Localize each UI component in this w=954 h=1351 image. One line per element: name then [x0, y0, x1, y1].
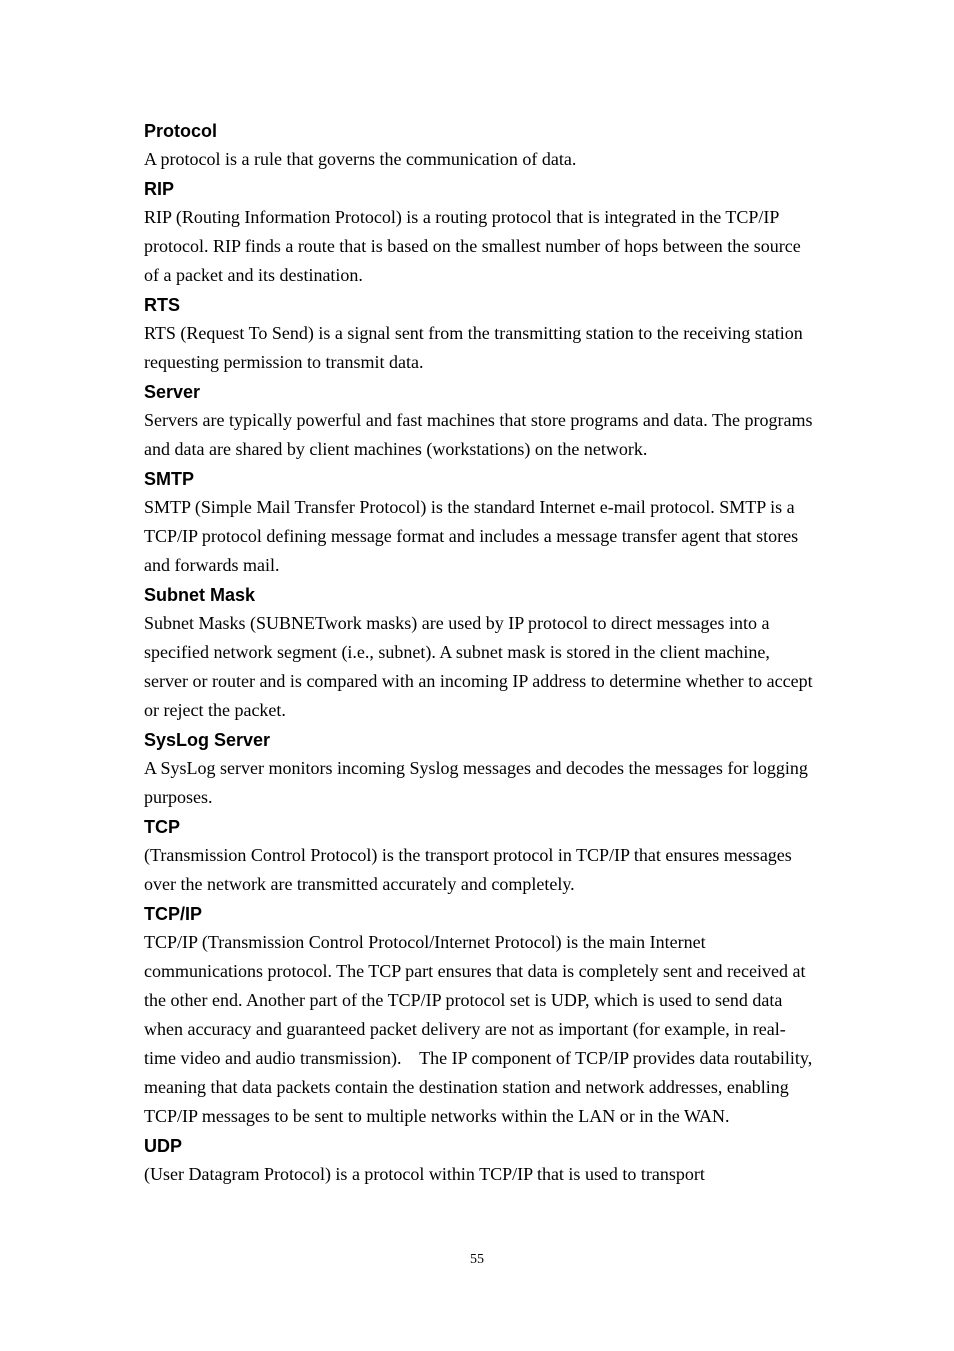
glossary-definition: RIP (Routing Information Protocol) is a routing protocol that is integrated in the TCP/IP protocol. RIP finds a route that is based on the smallest number of hops between the source of a packet and its destination.	[144, 207, 806, 285]
glossary-term: Subnet Mask	[144, 585, 256, 605]
glossary-definition: A SysLog server monitors incoming Syslog messages and decodes the messages for logging purposes.	[144, 758, 813, 807]
glossary-definition: A protocol is a rule that governs the communication of data.	[144, 149, 577, 169]
glossary-entry-protocol	[144, 117, 816, 174]
glossary-definition: RTS (Request To Send) is a signal sent from the transmitting station to the receiving station requesting permission to transmit data.	[144, 323, 808, 372]
glossary-definition: Servers are typically powerful and fast machines that store programs and data. The programs and data are shared by client machines (workstations) on the network.	[144, 410, 817, 459]
glossary-term: UDP	[144, 1136, 183, 1156]
glossary-term: RTS	[144, 295, 180, 315]
glossary-term: RIP	[144, 179, 175, 199]
glossary-entry-tcp	[144, 813, 816, 899]
glossary-definition: TCP/IP (Transmission Control Protocol/Internet Protocol) is the main Internet communications protocol. The TCP part ensures that data is completely sent and received at the other end. Another part of the TCP/IP protocol set is UDP, which is used to send data when accuracy and guaranteed packet delivery are not as important (for example, in real-time video and audio transmission). The IP component of TCP/IP provides data routability, meaning that data packets contain the destination station and network addresses, enabling TCP/IP messages to be sent to multiple networks within the LAN or in the WAN.	[144, 932, 817, 1126]
glossary-definition: (Transmission Control Protocol) is the transport protocol in TCP/IP that ensures messages over the network are transmitted accurately and completely.	[144, 845, 797, 894]
glossary-term: TCP/IP	[144, 904, 203, 924]
glossary-entry-udp	[144, 1132, 816, 1189]
glossary-entry-smtp	[144, 465, 816, 580]
page-number: 55	[470, 1252, 484, 1267]
glossary-term: SMTP	[144, 469, 195, 489]
glossary-entry-subnet-mask	[144, 581, 816, 725]
glossary-entry-syslog-server	[144, 726, 816, 812]
glossary-definition: Subnet Masks (SUBNETwork masks) are used by IP protocol to direct messages into a specified network segment (i.e., subnet). A subnet mask is stored in the client machine, server or router and is compared with an incoming IP address to determine whether to accept or reject the packet.	[144, 613, 818, 720]
glossary-term: SysLog Server	[144, 730, 271, 750]
glossary-entry-tcp-ip	[144, 900, 816, 1131]
glossary-entry-rts	[144, 291, 816, 377]
glossary-entry-server	[144, 378, 816, 464]
glossary-entry-rip	[144, 175, 816, 290]
glossary-definition: (User Datagram Protocol) is a protocol within TCP/IP that is used to transport	[144, 1164, 705, 1184]
glossary-term: TCP	[144, 817, 180, 837]
glossary-term: Protocol	[144, 121, 218, 141]
glossary-definition: SMTP (Simple Mail Transfer Protocol) is the standard Internet e-mail protocol. SMTP is a TCP/IP protocol defining message format and includes a message transfer agent that stores and forwards mail.	[144, 497, 803, 575]
glossary-list	[144, 117, 816, 1190]
glossary-term: Server	[144, 382, 201, 402]
